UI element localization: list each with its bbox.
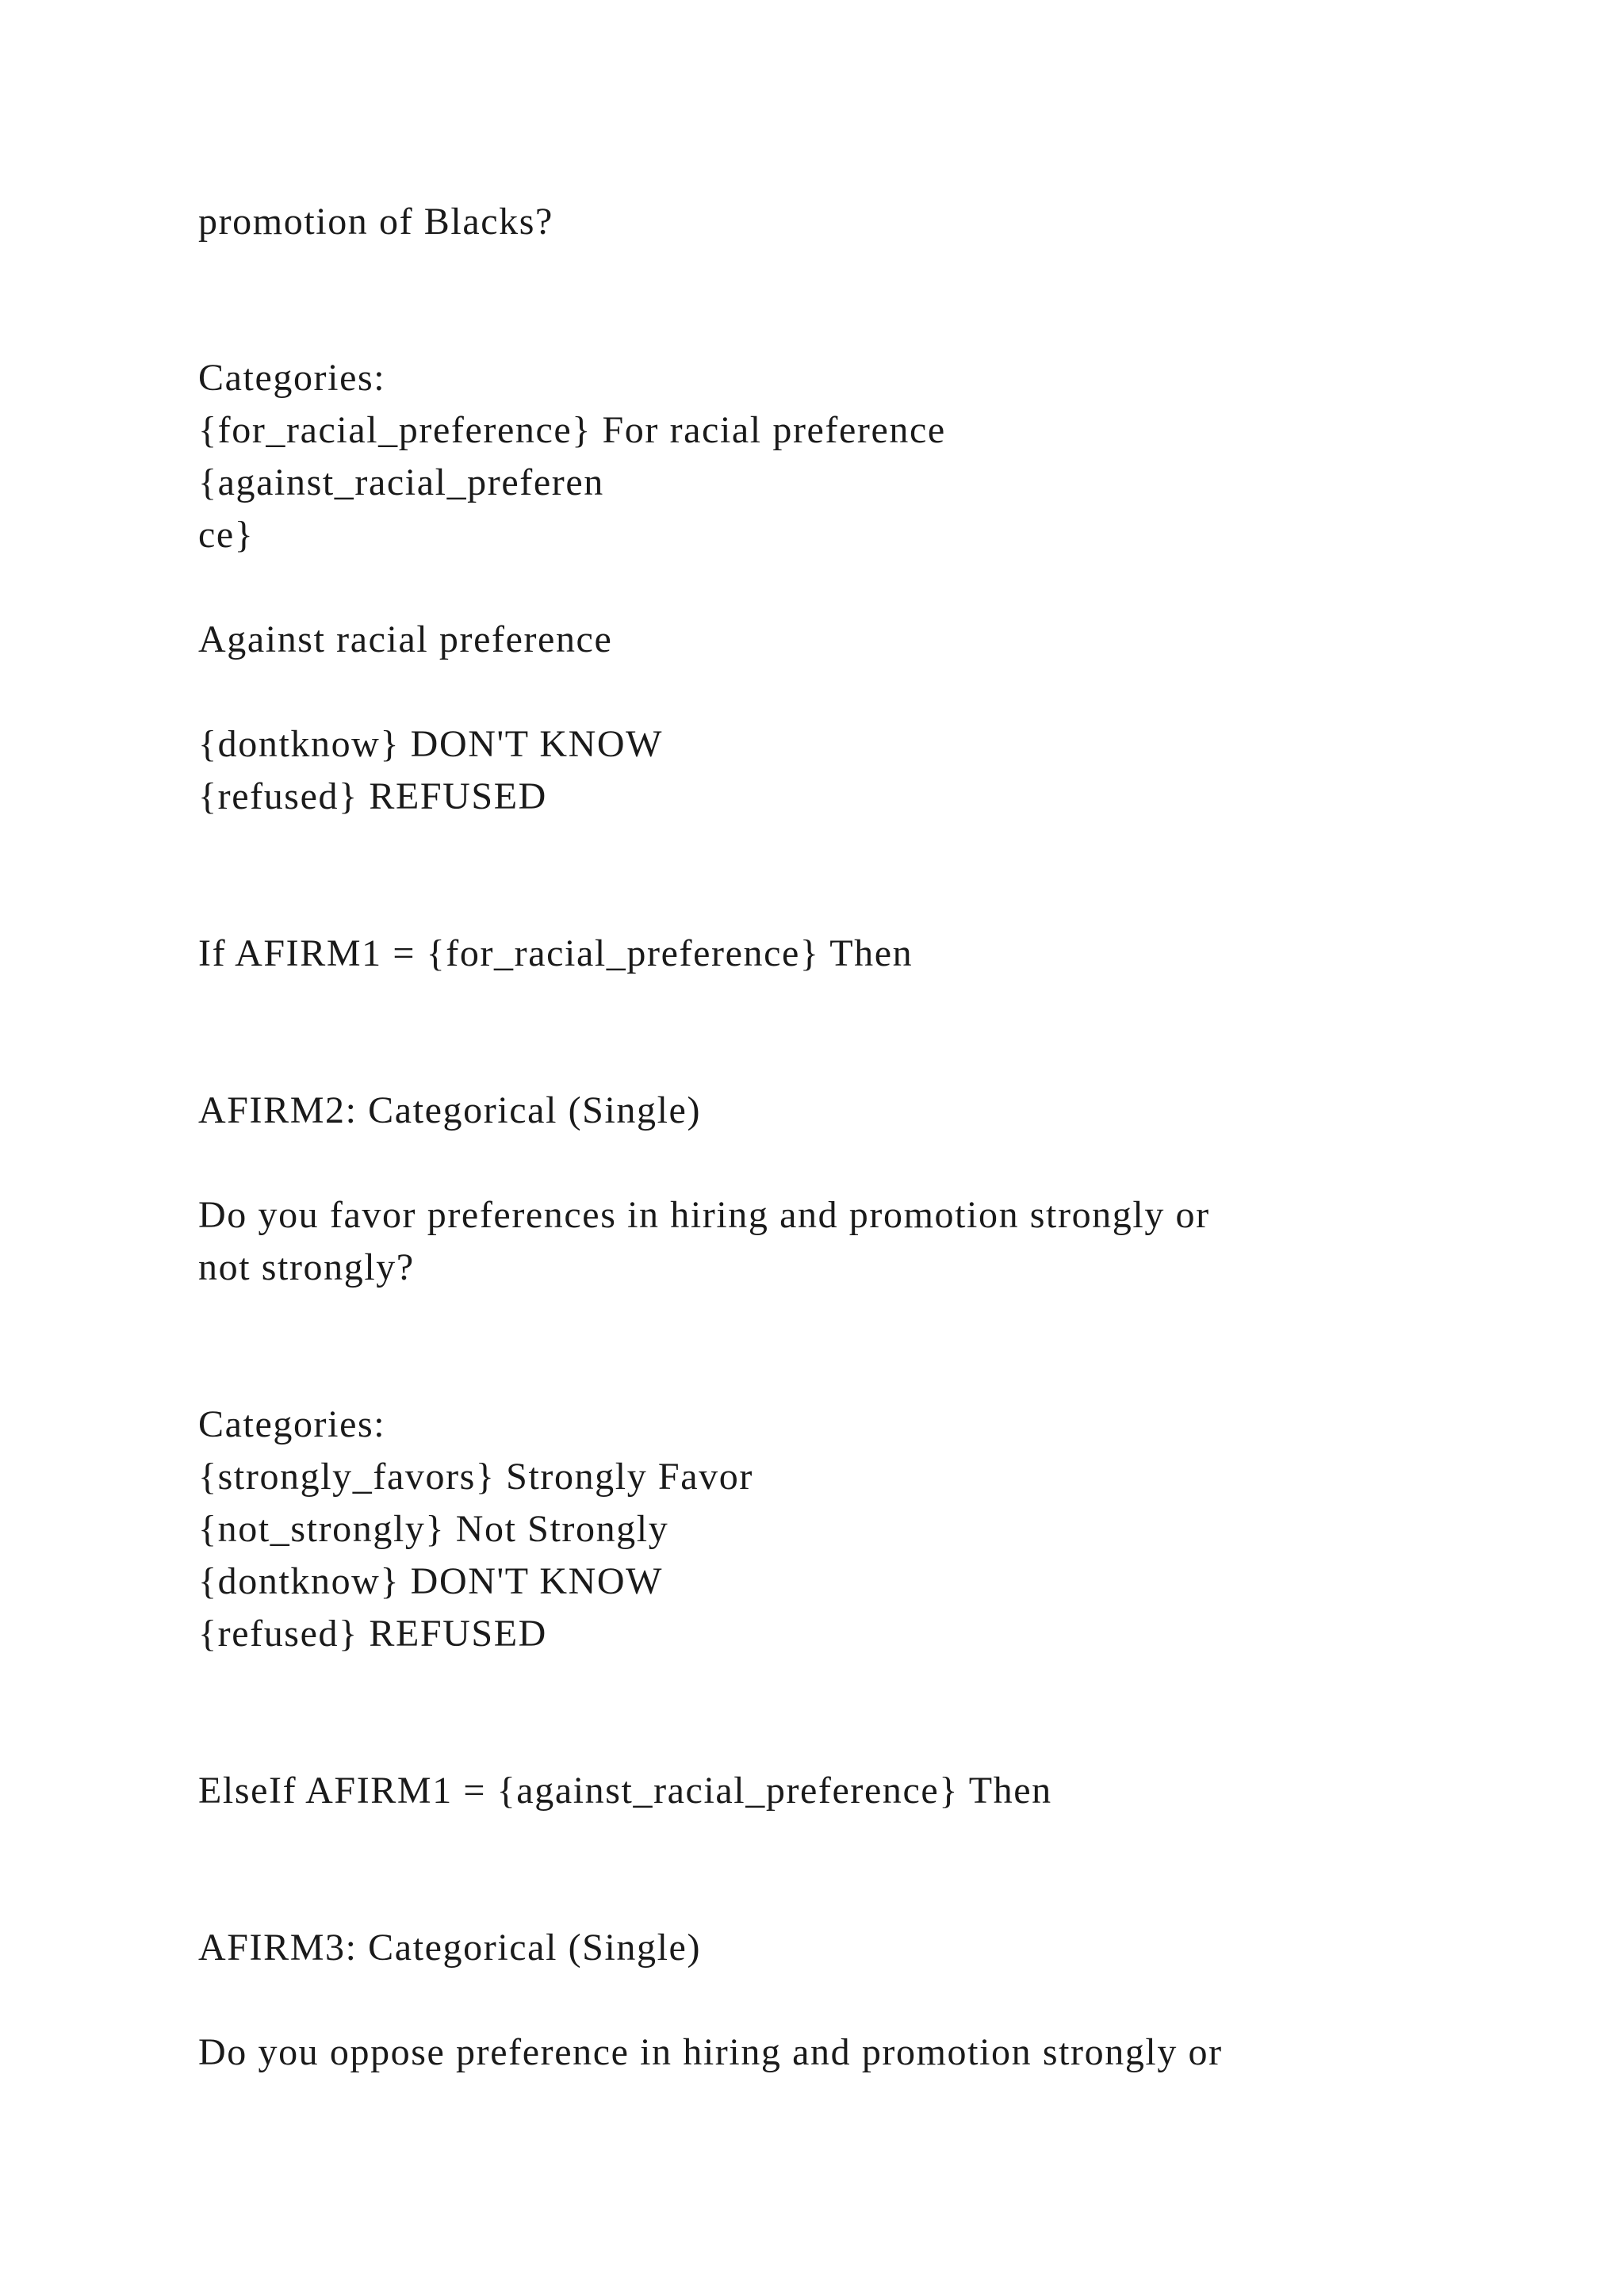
question-text: not strongly? — [198, 1246, 415, 1288]
category-item: {not_strongly} Not Strongly — [198, 1508, 669, 1550]
category-item: {for_racial_preference} For racial preference — [198, 409, 946, 451]
category-item: {refused} REFUSED — [198, 1613, 547, 1655]
category-item: {refused} REFUSED — [198, 775, 547, 817]
question-continuation: promotion of Blacks? — [198, 201, 553, 243]
category-item: {strongly_favors} Strongly Favor — [198, 1456, 753, 1498]
categories-heading: Categories: — [198, 357, 386, 399]
category-item: {dontknow} DON'T KNOW — [198, 1560, 664, 1602]
question-heading: AFIRM3: Categorical (Single) — [198, 1927, 702, 1969]
question-heading: AFIRM2: Categorical (Single) — [198, 1089, 702, 1131]
category-item: {dontknow} DON'T KNOW — [198, 723, 664, 765]
category-label: Against racial preference — [198, 618, 613, 660]
categories-heading: Categories: — [198, 1403, 386, 1445]
question-text: Do you favor preferences in hiring and promotion strongly or — [198, 1194, 1210, 1236]
condition-statement: ElseIf AFIRM1 = {against_racial_preference} Then — [198, 1770, 1052, 1812]
category-item: {against_racial_preferen — [198, 461, 604, 503]
question-text: Do you oppose preference in hiring and promotion strongly or — [198, 2031, 1223, 2073]
condition-statement: If AFIRM1 = {for_racial_preference} Then — [198, 932, 914, 974]
category-item-continuation: ce} — [198, 514, 255, 556]
